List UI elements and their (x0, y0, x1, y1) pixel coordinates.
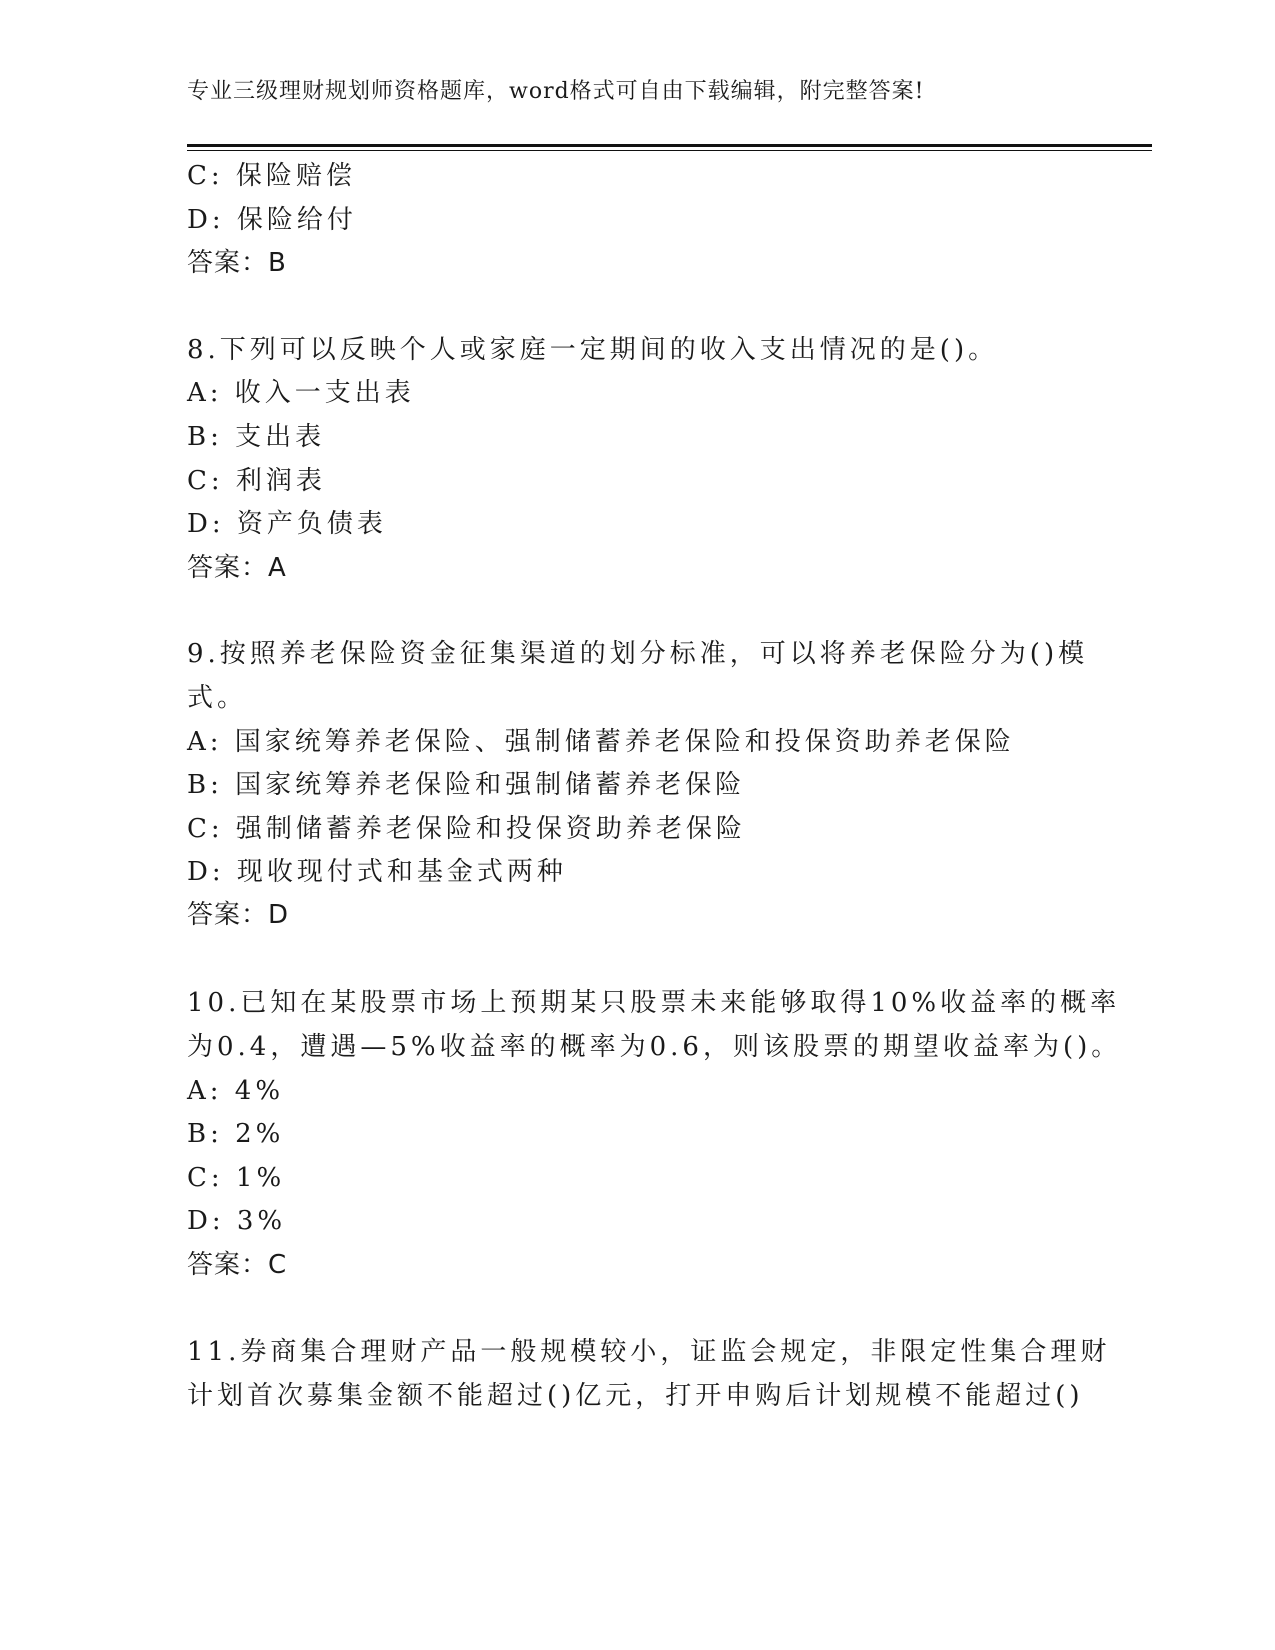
answer: 答案：A (187, 553, 287, 583)
question-text: 9.按照养老保险资金征集渠道的划分标准，可以将养老保险分为()模 (187, 639, 1089, 669)
option-d: D: 3% (187, 1206, 287, 1236)
option-a: A: 国家统筹养老保险、强制储蓄养老保险和投保资助养老保险 (187, 727, 1015, 757)
answer: 答案：D (187, 900, 290, 930)
question-text: 11.券商集合理财产品一般规模较小，证监会规定，非限定性集合理财 (187, 1337, 1111, 1367)
option-d: D: 保险给付 (187, 205, 357, 235)
option-b: B: 国家统筹养老保险和强制储蓄养老保险 (187, 770, 746, 800)
option-d: D: 现收现付式和基金式两种 (187, 857, 567, 887)
option-b: B: 2% (187, 1119, 285, 1149)
question-text: 计划首次募集金额不能超过()亿元，打开申购后计划规模不能超过() (187, 1381, 1084, 1411)
page-header: 专业三级理财规划师资格题库，word格式可自由下载编辑，附完整答案! (187, 79, 925, 104)
option-a: A: 4% (187, 1076, 285, 1106)
option-c: C: 保险赔偿 (187, 161, 356, 191)
question-text: 为0.4，遭遇—5%收益率的概率为0.6，则该股票的期望收益率为()。 (187, 1032, 1122, 1062)
question-text: 式。 (187, 683, 248, 713)
header-rule-thick (187, 144, 1152, 147)
option-c: C: 强制储蓄养老保险和投保资助养老保险 (187, 814, 746, 844)
option-b: B: 支出表 (187, 422, 326, 452)
option-d: D: 资产负债表 (187, 509, 387, 539)
option-c: C: 1% (187, 1163, 286, 1193)
question-text: 10.已知在某股票市场上预期某只股票未来能够取得10%收益率的概率 (187, 988, 1121, 1018)
question-text: 8.下列可以反映个人或家庭一定期间的收入支出情况的是()。 (187, 335, 999, 365)
header-rule-thin (187, 150, 1152, 151)
answer: 答案：C (187, 1250, 288, 1280)
answer: 答案：B (187, 248, 287, 278)
option-a: A: 收入一支出表 (187, 378, 415, 408)
option-c: C: 利润表 (187, 466, 326, 496)
